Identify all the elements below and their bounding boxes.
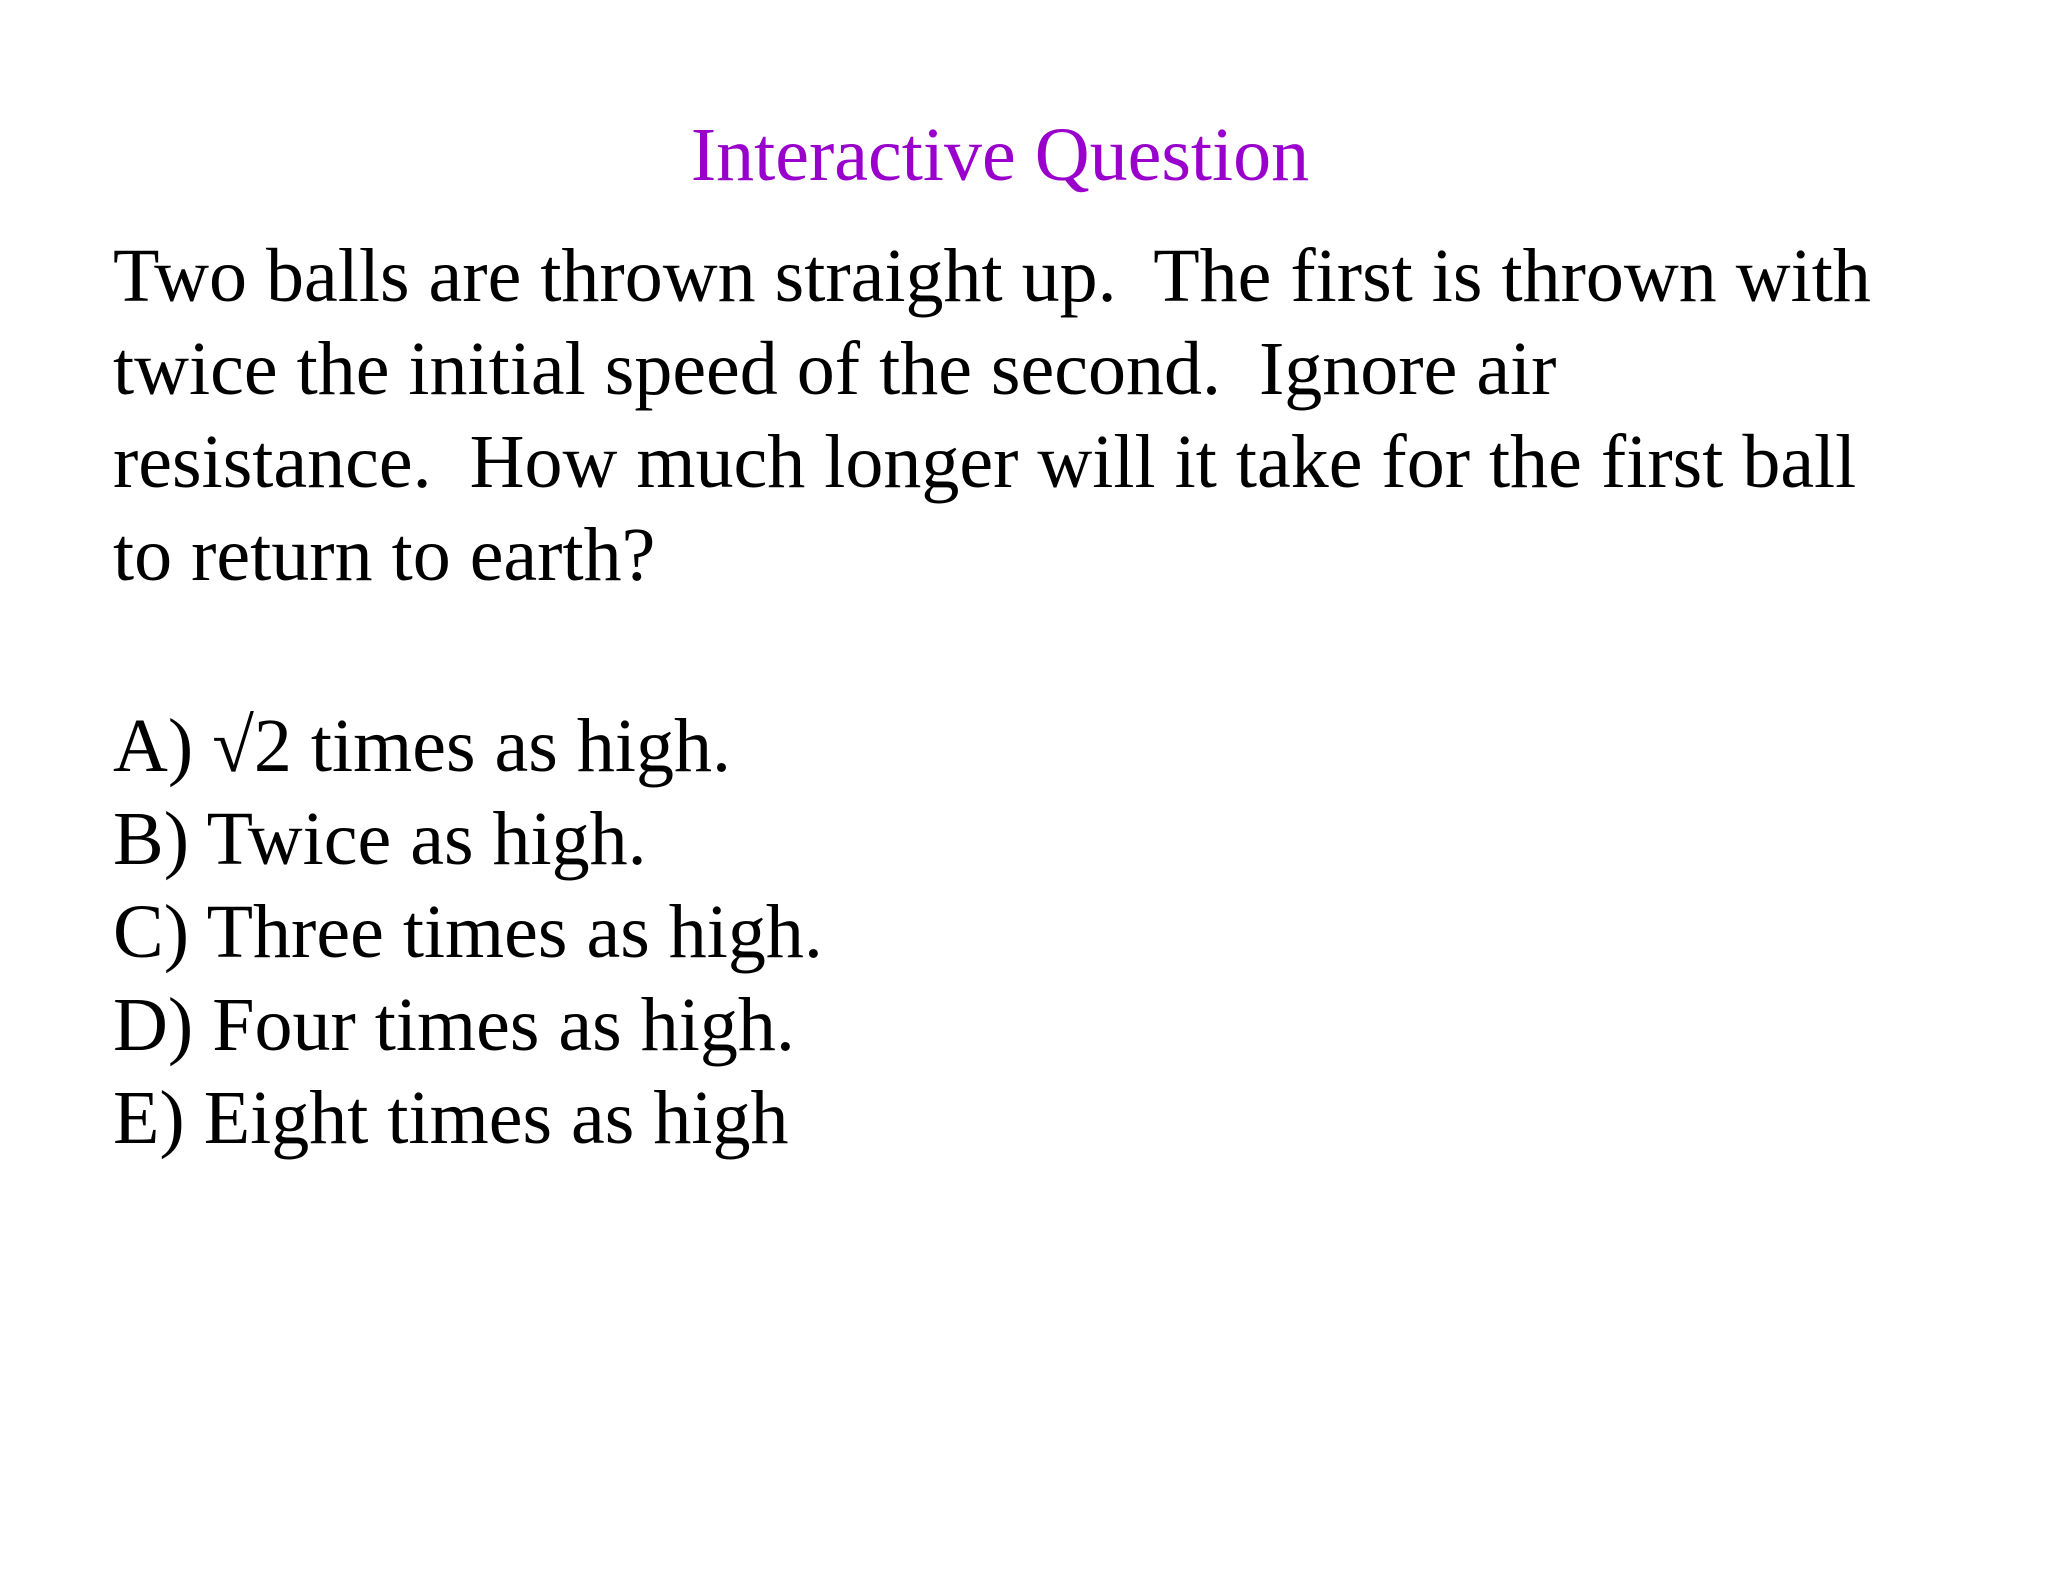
- question-text: [113, 230, 1973, 602]
- question-line: Two balls are thrown straight up. The first is thrown with: [113, 234, 1871, 318]
- question-line: resistance. How much longer will it take for the first ball: [113, 420, 1857, 504]
- question-line: twice the initial speed of the second. Ignore air: [113, 327, 1557, 411]
- option-b: B) Twice as high.: [113, 797, 647, 881]
- option-d: D) Four times as high.: [113, 983, 795, 1067]
- option-c: C) Three times as high.: [113, 890, 823, 974]
- option-a: A) √2 times as high.: [113, 704, 731, 788]
- question-line: to return to earth?: [113, 513, 656, 597]
- option-e: E) Eight times as high: [113, 1076, 789, 1160]
- slide-title: Interactive Question: [690, 113, 1310, 197]
- answer-options: [113, 700, 1913, 1165]
